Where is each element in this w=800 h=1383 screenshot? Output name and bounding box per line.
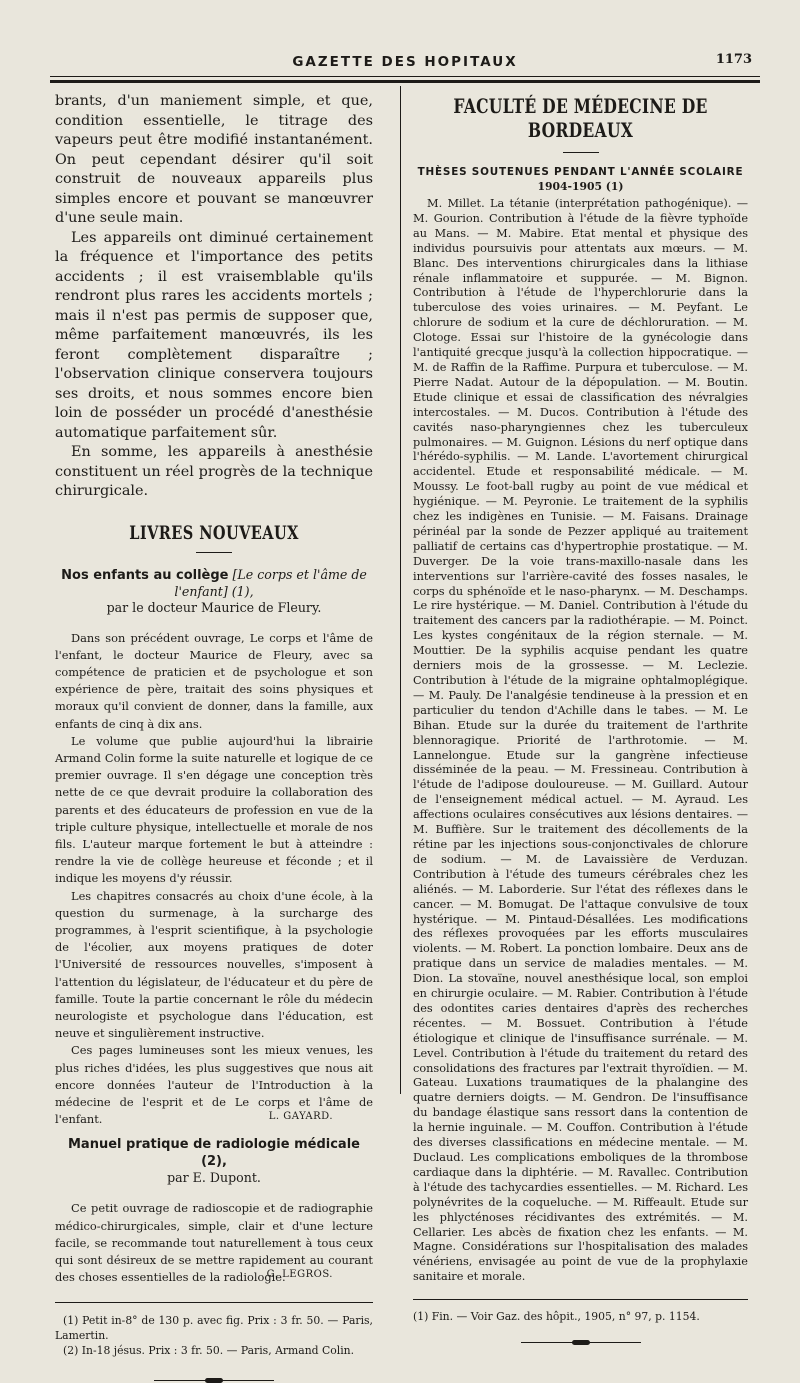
section-title-faculte: FACULTÉ DE MÉDECINE DE BORDEAUX xyxy=(453,94,708,142)
theses-year: 1904-1905 (1) xyxy=(537,180,624,193)
left-column xyxy=(55,92,373,1381)
book1-subtitle: [Le corps et l'âme de l'enfant] (1), xyxy=(174,566,367,599)
book1-paragraph-2: Le volume que publie aujourd'hui la librairie Armand Colin forme la suite naturelle et logique de ce premier ouvrage. Il s'en dégage une conception très nette de ce que devrait produire la collaboration des parents et des éducateurs de profession en vue de la triple culture physique, intellectuelle et morale de nos fils. L'auteur marque fortement le but à atteindre : rendre la vie de collège heureuse et féconde ; et il indique les moyens d'y réussir. xyxy=(55,733,373,886)
anesthesia-paragraph-2: Les appareils ont diminué certainement la fréquence et l'importance des petits accidents ; il est vraisemblable qu'ils rendront plus rares les accidents mortels ; mais il n'est pas permis de supposer que, même parfaitement manœuvrés, ils les feront complètement disparaître ; l'observation clinique conservera toujours ses droits, et nous sommes encore bien loin de posséder un procédé d'anesthésie automatique parfaitement sûr. xyxy=(55,229,373,441)
end-ornament-right xyxy=(521,1342,641,1343)
footnote-1: (1) Petit in-8° de 130 p. avec fig. Prix : 3 fr. 50. — Paris, Lamertin. xyxy=(55,1314,373,1343)
book1-signature: L. GAYARD. xyxy=(268,1111,333,1123)
header-rule-thick xyxy=(50,80,760,83)
book2-author: par E. Dupont. xyxy=(167,1170,261,1186)
book1-author: par le docteur Maurice de Fleury. xyxy=(106,599,322,615)
section-title-livres: LIVRES NOUVEAUX xyxy=(129,521,299,544)
book2-title: Manuel pratique de radiologie médicale (2), xyxy=(68,1137,360,1170)
page-header xyxy=(50,50,760,74)
end-ornament-left xyxy=(154,1380,274,1381)
header-rule-thin xyxy=(50,76,760,77)
book1-paragraph-3: Les chapitres consacrés au choix d'une école, à la question du surmenage, à la surcharge des programmes, à l'esprit scientifique, à la psychologie de l'écolier, aux moyens pratiques de doter l'Université de ressources nouvelles, s'imposent à l'attention du législateur, de l'éducateur et du père de famille. Toute la partie concernant le rôle du médecin neurologiste et psychologue dans l'éducation, est neuve et singulièrement instructive. xyxy=(55,888,373,1041)
book1-title: Nos enfants au collège xyxy=(61,567,229,583)
faculte-divider xyxy=(563,152,599,153)
page-number: 1173 xyxy=(715,52,752,67)
footnote-2: (2) In-18 jésus. Prix : 3 fr. 50. — Paris, Armand Colin. xyxy=(63,1344,355,1358)
footnote-rule-right xyxy=(413,1299,748,1300)
column-separator xyxy=(400,86,401,1094)
book1-heading xyxy=(55,567,373,600)
anesthesia-paragraph-1: brants, d'un maniement simple, et que, condition essentielle, le titrage des vapeurs peut être modifié instantanément. On peut cependant désirer qu'il soit construit de nouveaux appareils plus simples encore et pouvant se manœuvrer d'une seule main. xyxy=(55,93,373,226)
section-divider xyxy=(196,552,232,553)
journal-title: GAZETTE DES HOPITAUX xyxy=(292,54,518,70)
book1-paragraph-4: Ces pages lumineuses sont les mieux venues, les plus riches d'idées, les plus suggestives que nous ait encore données l'auteur de l'Introduction à la médecine de l'esprit et de Le corps et l'âme de l'enfant. xyxy=(55,1043,373,1127)
book2-paragraph-1: Ce petit ouvrage de radioscopie et de radiographie médico-chirurgicales, simple, clair et d'une lecture facile, se recommande tout naturellement à tous ceux qui sont désireux de se mettre rapidement au courant des choses essentielles de la radiologie. xyxy=(55,1201,373,1285)
theses-heading: THÈSES SOUTENUES PENDANT L'ANNÉE SCOLAIRE xyxy=(417,166,744,178)
footnote-rule-left xyxy=(55,1302,373,1303)
theses-list: M. Millet. La tétanie (interprétation pathogénique). — M. Gourion. Contribution à l'étude de la fièvre typhoïde au Mans. — M. Mabire. Etat mental et physique des individus poursuivis pour attentats aux mœurs. — M. Blanc. Des interventions chirurgicales dans la lithiase rénale inflammatoire et suppurée. — M. Bignon. Contribution à l'étude de l'hyperchlorurie dans la tuberculose des voies urinaires. — M. Peyfant. Le chlorure de sodium et la cure de déchloruration. — M. Clotoge. Essai sur l'histoire de la gynécologie dans l'antiquité grecque jusqu'à la collection hippocratique. — M. de Raffin de la Raffime. Purpura et tuberculose. — M. Pierre Nadat. Autour de la dépopulation. — M. Boutin. Etude clinique et essai de classification des névralgies intercostales. — M. Ducos. Contribution à l'étude des cavités naso-pharyngiennes chez les tuberculeux pulmonaires. — M. Guignon. Lésions du nerf optique dans l'hérédo-syphilis. — M. Lande. L'avortement chirurgical accidentel. Etude et responsabilité médicale. — M. Moussy. Le foot-ball rugby au point de vue médical et hygiénique. — M. Peyronie. Le traitement de la syphilis chez les indigènes en Tunisie. — M. Faisans. Drainage périnéal par la sonde de Pezzer appliqué au traitement palliatif de certains cas d'hypertrophie prostatique. — M. Duverger. De la voie trans-maxillo-nasale dans les interventions sur l'arrière-cavité des fosses nasales, le corps du sphénoïde et le naso-pharynx. — M. Deschamps. Le rire hystérique. — M. Daniel. Contribution à l'étude du traitement des cancers par la radiothérapie. — M. Poinct. Les kystes congénitaux de la région sternale. — M. Mouttier. De la syphilis acquise pendant les quatre derniers mois de la grossesse. — M. Leclezie. Contribution à l'étude de la migraine ophtalmoplégique. — M. Pauly. De l'analgésie tendineuse à la pression et en particulier du tendon d'Achille dans le tabes. — M. Le Bihan. Etude sur la durée du traitement de l'arthrite blennoragique. Priorité de l'arthrotomie. — M. Lannelongue. Etude sur la gangrène infectieuse disséminée de la peau. — M. Fressineau. Contribution à l'étude de l'adipose douloureuse. — M. Guillard. Autour de l'enseignement médical actuel. — M. Ayraud. Les affections oculaires consécutives aux lésions dentaires. — M. Buffière. Sur le traitement des décollements de la rétine par les injections sous-conjonctivales de chlorure de sodium. — M. de Lavaissière de Verduzan. Contribution à l'étude des tumeurs cérébrales chez les aliénés. — M. Laborderie. Sur l'état des réflexes dans le cancer. — M. Bomugat. De l'attaque convulsive de toux hystérique. — M. Pintaud-Désallées. Les modifications des réflexes provoquées par les efforts musculaires violents. — M. Robert. La ponction lombaire. Deux ans de pratique dans un service de maladies mentales. — M. Dion. La stovaïne, nouvel anesthésique local, son emploi en chirurgie oculaire. — M. Rabier. Contribution à l'étude des odontites caries dentaires d'après des recherches récentes. — M. Bossuet. Contribution à l'étude étiologique et clinique de l'insuffisance surrénale. — M. Level. Contribution à l'étude du traitement du retard des consolidations des fractures par l'extrait thyroïdien. — M. Gateau. Luxations traumatiques de la phalangine des quatre derniers doigts. — M. Gendron. De l'insuffisance du bandage élastique sans ressort dans la contention de la hernie inguinale. — M. Couffon. Contribution à l'étude des diverses classifications en médecine mentale. — M. Duclaud. Les complications emboliques de la thrombose cardiaque dans la diphtérie. — M. Ravallec. Contribution à l'étude des tachycardies essentielles. — M. Richard. Les polynévrites de la coqueluche. — M. Riffeault. Etude sur les phlycténoses récidivantes des extrémités. — M. Cellarier. Les abcès de fixation chez les enfants. — M. Magne. Considérations sur l'hospitalisation des malades vénériens, envisagée au point de vue de la prophylaxie sanitaire et morale. xyxy=(413,197,748,1284)
book1-paragraph-1: Dans son précédent ouvrage, Le corps et l'âme de l'enfant, le docteur Maurice de Fleury, avec sa compétence de praticien et de psychologue et son expérience de père, traitait des soins physiques et moraux qu'il convient de donner, dans la famille, aux enfants de cinq à dix ans. xyxy=(55,630,373,731)
anesthesia-paragraph-3: En somme, les appareils à anesthésie constituent un réel progrès de la technique chirurgicale. xyxy=(55,444,373,499)
right-column xyxy=(413,92,748,1343)
footnote-right: (1) Fin. — Voir Gaz. des hôpit., 1905, n° 97, p. 1154. xyxy=(413,1310,700,1324)
book2-signature: G. LEGROS. xyxy=(266,1269,333,1281)
